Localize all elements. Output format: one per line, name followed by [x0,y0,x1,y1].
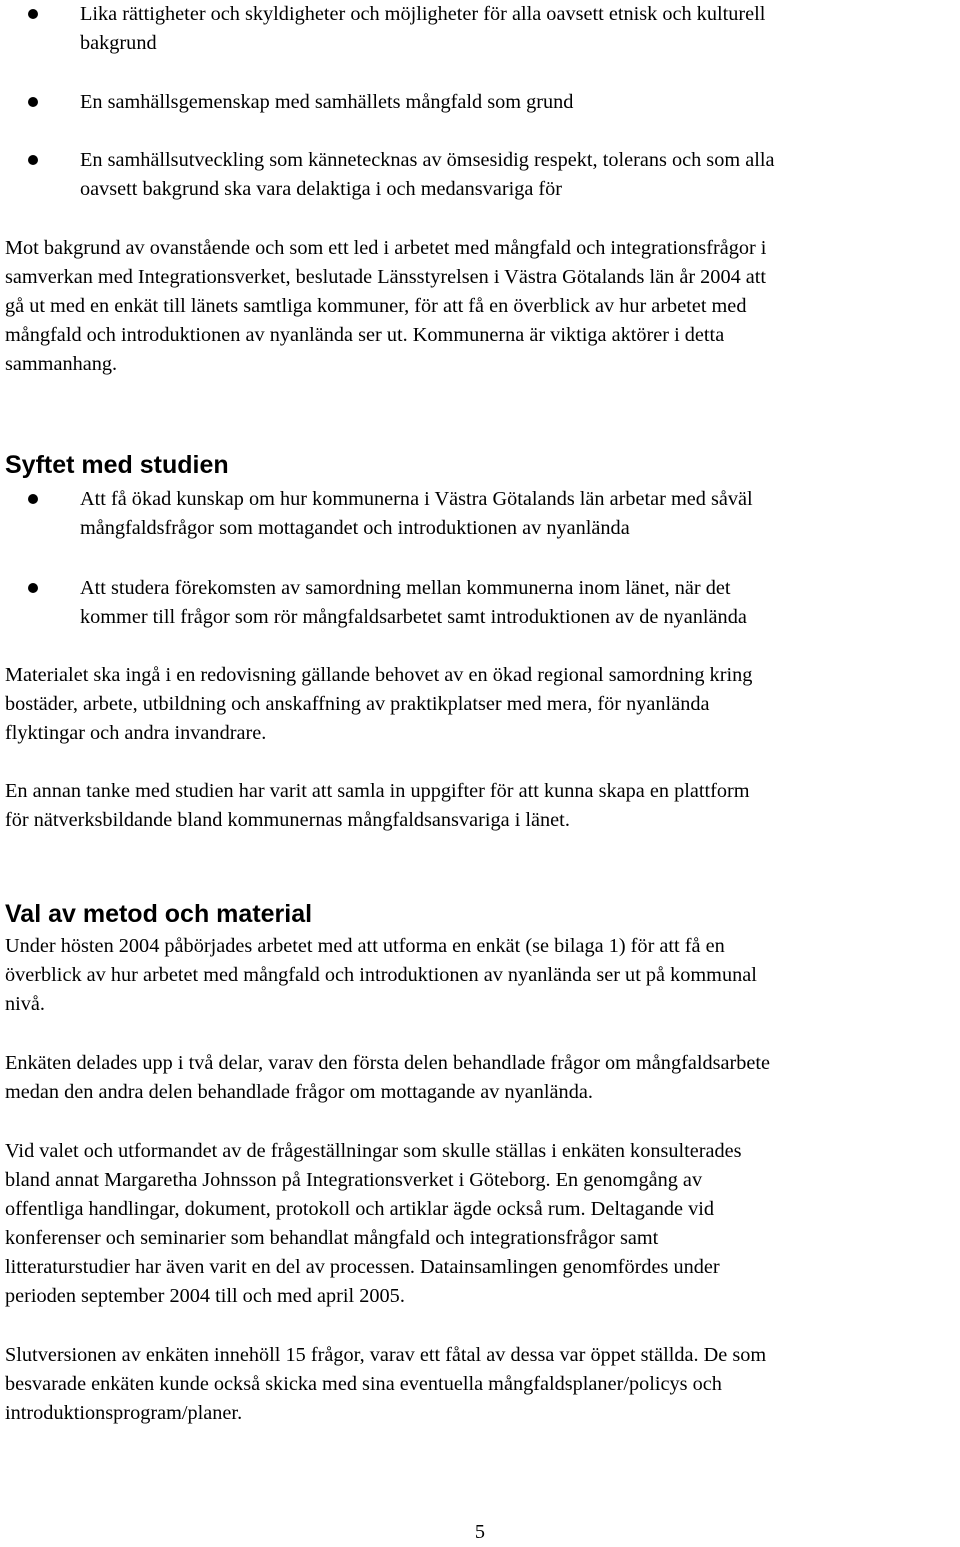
text-line: offentliga handlingar, dokument, protokoll och artiklar ägde också rum. Deltagande vid [5,1198,715,1220]
metod-paragraph-4 [5,1341,957,1428]
intro-paragraph [5,234,957,379]
text-line: introduktionsprogram/planer. [5,1402,243,1424]
bullet-marker [28,494,38,504]
syfte-bullet-2 [80,574,960,632]
text-line: oavsett bakgrund ska vara delaktiga i och medansvariga för [80,178,563,200]
metod-paragraph-3 [5,1137,957,1311]
intro-bullet-3 [80,146,960,204]
text-line: gå ut med en enkät till länets samtliga kommuner, för att få en överblick av hur arbetet med [5,295,747,317]
text-line: besvarade enkäten kunde också skicka med sina eventuella mångfaldsplaner/policys och [5,1373,722,1395]
text-line: Vid valet och utformandet av de frågeställningar som skulle ställas i enkäten konsulterades [5,1140,742,1162]
text-line: En samhällsgemenskap med samhällets mångfald som grund [80,91,574,113]
intro-bullet-1 [80,0,960,58]
bullet-marker [28,583,38,593]
text-line: för nätverksbildande bland kommunernas mångfaldsansvariga i länet. [5,809,570,831]
page-number: 5 [474,1521,486,1543]
text-line: flyktingar och andra invandrare. [5,722,267,744]
text-line: Enkäten delades upp i två delar, varav den första delen behandlade frågor om mångfaldsarbete [5,1052,771,1074]
bullet-marker [28,9,38,19]
text-line: nivå. [5,993,45,1015]
metod-paragraph-1 [5,932,957,1019]
text-line: Lika rättigheter och skyldigheter och möjligheter för alla oavsett etnisk och kulturell [80,3,766,25]
section-heading-metod: Val av metod och material [5,900,313,928]
section-heading-syfte: Syftet med studien [5,451,229,479]
syfte-paragraph-2 [5,777,957,835]
text-line: perioden september 2004 till och med april 2005. [5,1285,405,1307]
syfte-paragraph-1 [5,661,957,748]
text-line: mångfaldsfrågor som mottagandet och introduktionen av nyanlända [80,517,630,539]
text-line: samverkan med Integrationsverket, beslutade Länsstyrelsen i Västra Götalands län år 2004 att [5,266,767,288]
syfte-bullet-1 [80,485,960,543]
text-line: Mot bakgrund av ovanstående och som ett led i arbetet med mångfald och integrationsfrågor i [5,237,767,259]
text-line: Att studera förekomsten av samordning mellan kommunerna inom länet, när det [80,577,731,599]
text-line: sammanhang. [5,353,118,375]
intro-bullet-2 [80,88,960,117]
text-line: överblick av hur arbetet med mångfald och introduktionen av nyanlända ser ut på kommunal [5,964,757,986]
metod-paragraph-2 [5,1049,957,1107]
text-line: En annan tanke med studien har varit att samla in uppgifter för att kunna skapa en plattform [5,780,750,802]
text-line: Under hösten 2004 påbörjades arbetet med att utforma en enkät (se bilaga 1) för att få en [5,935,725,957]
text-line: kommer till frågor som rör mångfaldsarbetet samt introduktionen av de nyanlända [80,606,747,628]
bullet-marker [28,97,38,107]
text-line: Att få ökad kunskap om hur kommunerna i Västra Götalands län arbetar med såväl [80,488,753,510]
text-line: En samhällsutveckling som kännetecknas av ömsesidig respekt, tolerans och som alla [80,149,775,171]
text-line: bakgrund [80,32,157,54]
text-line: medan den andra delen behandlade frågor om mottagande av nyanlända. [5,1081,593,1103]
text-line: Materialet ska ingå i en redovisning gällande behovet av en ökad regional samordning kring [5,664,753,686]
text-line: bland annat Margaretha Johnsson på Integrationsverket i Göteborg. En genomgång av [5,1169,703,1191]
text-line: konferenser och seminarier som behandlat mångfald och integrationsfrågor samt [5,1227,659,1249]
text-line: litteraturstudier har även varit en del av processen. Datainsamlingen genomfördes under [5,1256,720,1278]
text-line: bostäder, arbete, utbildning och anskaffning av praktikplatser med mera, för nyanlända [5,693,710,715]
text-line: mångfald och introduktionen av nyanlända ser ut. Kommunerna är viktiga aktörer i detta [5,324,725,346]
text-line: Slutversionen av enkäten innehöll 15 frågor, varav ett fåtal av dessa var öppet ställda. De som [5,1344,767,1366]
bullet-marker [28,155,38,165]
